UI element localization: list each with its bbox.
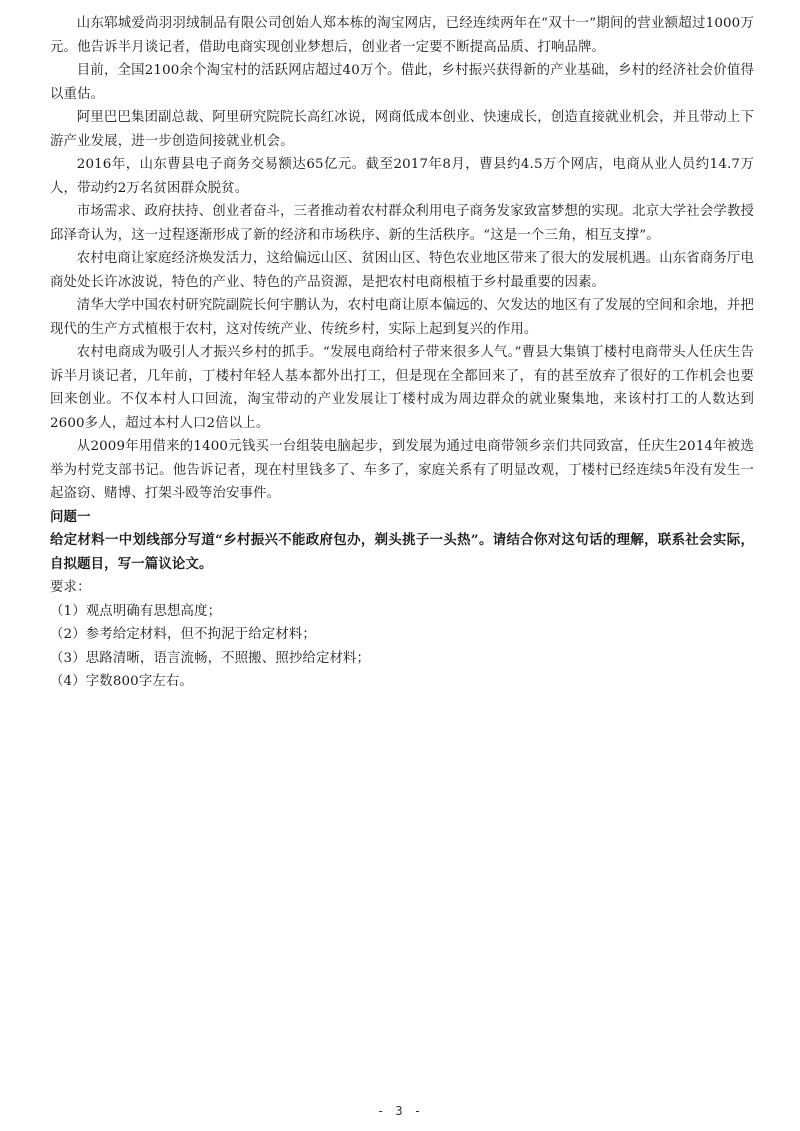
requirement-item: （1）观点明确有思想高度； — [50, 603, 222, 619]
paragraph-9: 从2009年用借来的1400元钱买一台组装电脑起步，到发展为通过电商带领乡亲们共同致富，任庆生2014年被选举为村党支部书记。他告诉记者，现在村里钱多了、车多了，家庭关系有了明显改观，丁楼村已经连续5年没有发生一起盗窃、赌博、打架斗殴等治安事件。 — [50, 439, 754, 501]
requirement-item: （2）参考给定材料，但不拘泥于给定材料； — [50, 627, 316, 642]
paragraph-7: 清华大学中国农村研究院副院长何宇鹏认为，农村电商让原本偏远的、欠发达的地区有了发展的空间和余地，并把现代的生产方式植根于农村，这对传统产业、传统乡村，实际上起到复兴的作用。 — [50, 298, 754, 337]
requirement-item: （3）思路清晰，语言流畅，不照搬、照抄给定材料； — [50, 650, 371, 666]
paragraph-5: 市场需求、政府扶持、创业者奋斗，三者推动着农村群众利用电子商务发家致富梦想的实现。北京大学社会学教授邱泽奇认为，这一过程逐渐形成了新的经济和市场秩序、新的生活秩序。“这是一个三角，相互支撑”。 — [50, 204, 754, 243]
question-heading: 问题一 — [50, 508, 91, 525]
paragraph-1: 山东郓城爱尚羽羽绒制品有限公司创始人郑本栋的淘宝网店，已经连续两年在“双十一”期间的营业额超过1000万元。他告诉半月谈记者，借助电商实现创业梦想后，创业者一定要不断提高品质、打响品牌。 — [50, 16, 754, 55]
paragraph-8: 农村电商成为吸引人才振兴乡村的抓手。“发展电商给村子带来很多人气。”曹县大集镇丁楼村电商带头人任庆生告诉半月谈记者，几年前，丁楼村年轻人基本都外出打工，但是现在全都回来了，有的甚至放弃了很好的工作机会也要回来创业。不仅本村人口回流，淘宝带动的产业发展让丁楼村成为周边群众的就业聚集地，来该村打工的人数达到2600多人，超过本村人口2倍以上。 — [50, 345, 754, 431]
paragraph-3: 阿里巴巴集团副总裁、阿里研究院院长高红冰说，网商低成本创业、快速成长，创造直接就业机会，并且带动上下游产业发展，进一步创造间接就业机会。 — [50, 110, 754, 149]
requirement-item: （4）字数800字左右。 — [50, 674, 194, 689]
document-page — [50, 12, 754, 694]
paragraph-6: 农村电商让家庭经济焕发活力，这给偏远山区、贫困山区、特色农业地区带来了很大的发展机遇。山东省商务厅电商处处长许冰波说，特色的产业、特色的产品资源，是把农村电商根植于乡村最重要的因素。 — [50, 251, 754, 290]
paragraph-4: 2016年，山东曹县电子商务交易额达65亿元。截至2017年8月，曹县约4.5万个网店，电商从业人员约14.7万人，带动约2万名贫困群众脱贫。 — [50, 157, 754, 196]
paragraph-2: 目前，全国2100余个淘宝村的活跃网店超过40万个。借此，乡村振兴获得新的产业基础，乡村的经济社会价值得以重估。 — [50, 63, 754, 102]
requirements-label: 要求： — [50, 580, 91, 595]
question-text: 给定材料一中划线部分写道“乡村振兴不能政府包办，剃头挑子一头热”。请结合你对这句话的理解，联系社会实际，自拟题目，写一篇议论文。 — [50, 532, 754, 572]
page-number: - 3 - — [376, 1104, 424, 1118]
